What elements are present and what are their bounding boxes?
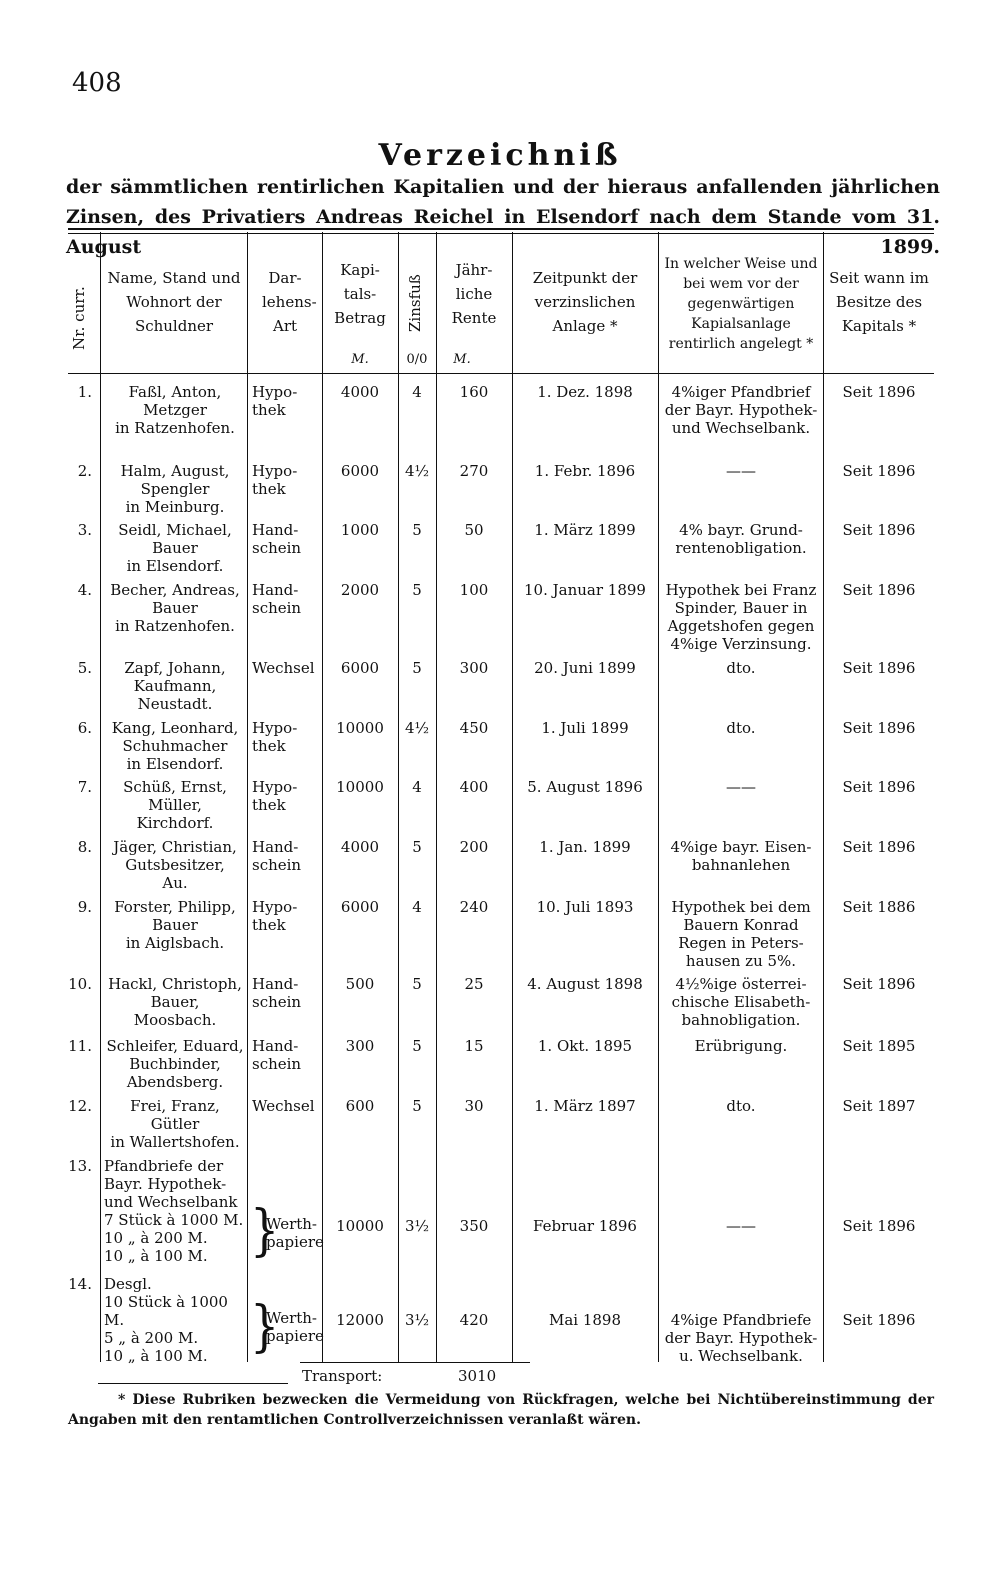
cell-nr: 7. xyxy=(77,778,92,796)
cell-betrag: 600 xyxy=(345,1097,375,1115)
cell-zins: 4½ xyxy=(404,462,430,480)
cell-zeit: 10. Januar 1899 xyxy=(524,581,646,599)
header-nr: Nr. curr. xyxy=(70,286,88,350)
cell-name: Pfandbriefe der Bayr. Hypothek- und Wechselbank 7 Stück à 1000 M. 10 „ à 200 M. 10 „ à 100 M. xyxy=(104,1157,244,1265)
footnote: * Diese Rubriken bezwecken die Vermeidung von Rückfragen, welche bei Nichtübereinstimmung der Angaben mit den rentamtlichen Controllverzeichnissen veranlaßt wären. xyxy=(68,1392,934,1428)
cell-name: Faßl, Anton, Metzger in Ratzenhofen. xyxy=(115,383,235,437)
cell-weise: 4%iger Pfandbrief der Bayr. Hypothek- und Wechselbank. xyxy=(664,383,818,437)
cell-art: Hypo- thek xyxy=(252,383,298,419)
cell-rente: 15 xyxy=(464,1037,484,1055)
cell-art: Wechsel xyxy=(252,659,315,677)
cell-name: Frei, Franz, Gütler in Wallertshofen. xyxy=(110,1097,240,1151)
header-weise: In welcher Weise und bei wem vor der gegenwärtigen Kapialsanlage rentirlich angelegt * xyxy=(664,256,818,352)
header-betrag: Kapi- tals- Betrag xyxy=(334,261,386,327)
cell-zins: 5 xyxy=(412,1037,422,1055)
cell-zeit: 1. Okt. 1895 xyxy=(537,1037,633,1055)
cell-zeit: 1. Febr. 1896 xyxy=(534,462,636,480)
header-seit: Seit wann im Besitze des Kapitals * xyxy=(829,269,929,335)
cell-art: Hand- schein xyxy=(252,581,302,617)
cell-name: Jäger, Christian, Gutsbesitzer, Au. xyxy=(113,838,237,892)
header-rente: Jähr- liche Rente xyxy=(451,261,497,327)
column-divider xyxy=(322,232,323,1362)
cell-zeit: 1. März 1899 xyxy=(534,521,636,539)
cell-weise: dto. xyxy=(726,1097,756,1115)
cell-name: Zapf, Johann, Kaufmann, Neustadt. xyxy=(124,659,226,713)
cell-betrag: 10000 xyxy=(336,1217,384,1235)
cell-zeit: 4. August 1898 xyxy=(527,975,643,993)
header-name: Name, Stand und Wohnort der Schuldner xyxy=(107,269,241,335)
column-divider xyxy=(658,232,659,1362)
document-title: Verzeichniß xyxy=(378,138,622,173)
cell-zeit: 10. Juli 1893 xyxy=(536,898,634,916)
cell-zins: 5 xyxy=(412,838,422,856)
cell-seit: Seit 1896 xyxy=(842,659,916,677)
cell-nr: 9. xyxy=(77,898,92,916)
cell-name: Seidl, Michael, Bauer in Elsendorf. xyxy=(118,521,232,575)
cell-art: Hand- schein xyxy=(252,1037,302,1073)
cell-name: Hackl, Christoph, Bauer, Moosbach. xyxy=(108,975,242,1029)
cell-zins: 4 xyxy=(412,383,422,401)
cell-weise: Hypothek bei Franz Spinder, Bauer in Aggetshofen gegen 4%ige Verzinsung. xyxy=(665,581,817,653)
cell-nr: 14. xyxy=(68,1275,92,1293)
column-divider xyxy=(512,232,513,1362)
cell-rente: 420 xyxy=(459,1311,489,1329)
cell-zeit: 5. August 1896 xyxy=(527,778,643,796)
cell-zeit: 1. März 1897 xyxy=(534,1097,636,1115)
header-art: Dar- lehens- Art xyxy=(262,269,317,335)
column-divider xyxy=(398,232,399,1362)
header-zinsfuss: Zinsfuß xyxy=(406,274,424,332)
cell-art: Hand- schein xyxy=(252,975,302,1011)
page-number: 408 xyxy=(72,68,122,98)
cell-rente: 350 xyxy=(459,1217,489,1235)
cell-seit: Seit 1897 xyxy=(842,1097,916,1115)
cell-art: Werth- papiere xyxy=(266,1215,324,1251)
transport-label: Transport: xyxy=(302,1367,383,1385)
cell-betrag: 2000 xyxy=(340,581,380,599)
cell-weise: dto. xyxy=(726,719,756,737)
document-subtitle: der sämmtlichen rentirlichen Kapitalien und der hieraus anfallenden jährlichen Zinsen, des Privatiers Andreas Reichel in Elsendorf nach dem Stande vom 31. August 1899. xyxy=(66,176,940,258)
cell-name: Desgl. 10 Stück à 1000 M. 5 „ à 200 M. 10 „ à 100 M. xyxy=(104,1275,228,1365)
cell-seit: Seit 1896 xyxy=(842,719,916,737)
cell-seit: Seit 1896 xyxy=(842,1311,916,1329)
cell-betrag: 6000 xyxy=(340,898,380,916)
cell-nr: 10. xyxy=(68,975,92,993)
cell-zins: 4 xyxy=(412,778,422,796)
cell-zins: 5 xyxy=(412,975,422,993)
cell-art: Werth- papiere xyxy=(266,1309,324,1345)
cell-rente: 25 xyxy=(464,975,484,993)
cell-art: Hypo- thek xyxy=(252,462,298,498)
cell-nr: 3. xyxy=(77,521,92,539)
cell-seit: Seit 1896 xyxy=(842,975,916,993)
cell-rente: 400 xyxy=(459,778,489,796)
cell-betrag: 4000 xyxy=(340,383,380,401)
cell-weise: 4%ige Pfandbriefe der Bayr. Hypothek- u. Wechselbank. xyxy=(664,1311,818,1365)
cell-betrag: 500 xyxy=(345,975,375,993)
cell-zins: 4 xyxy=(412,898,422,916)
cell-seit: Seit 1886 xyxy=(842,898,916,916)
cell-weise: —— xyxy=(726,778,756,796)
unit-betrag: M. xyxy=(351,352,369,367)
cell-weise: 4½%ige österrei- chische Elisabeth- bahnobligation. xyxy=(671,975,811,1029)
column-divider xyxy=(100,232,101,1362)
column-divider xyxy=(247,232,248,1362)
cell-weise: Erübrigung. xyxy=(694,1037,788,1055)
cell-seit: Seit 1896 xyxy=(842,838,916,856)
cell-weise: —— xyxy=(726,462,756,480)
cell-weise: Hypothek bei dem Bauern Konrad Regen in Peters- hausen zu 5%. xyxy=(671,898,811,970)
cell-betrag: 10000 xyxy=(336,719,384,737)
cell-betrag: 6000 xyxy=(340,462,380,480)
cell-weise: 4%ige bayr. Eisen- bahnanlehen xyxy=(670,838,812,874)
column-divider xyxy=(436,232,437,1362)
cell-zins: 5 xyxy=(412,1097,422,1115)
cell-zeit: 20. Juni 1899 xyxy=(534,659,636,677)
cell-zeit: 1. Jan. 1899 xyxy=(539,838,631,856)
cell-rente: 450 xyxy=(459,719,489,737)
cell-zins: 5 xyxy=(412,659,422,677)
grouping-brace: } xyxy=(250,1293,280,1359)
cell-nr: 11. xyxy=(68,1037,92,1055)
cell-betrag: 300 xyxy=(345,1037,375,1055)
unit-rente: M. xyxy=(453,352,471,367)
cell-weise: dto. xyxy=(726,659,756,677)
cell-art: Hypo- thek xyxy=(252,898,298,934)
cell-art: Hand- schein xyxy=(252,521,302,557)
transport-rule xyxy=(300,1362,530,1363)
cell-zins: 3½ xyxy=(404,1311,430,1329)
cell-zins: 4½ xyxy=(404,719,430,737)
cell-nr: 13. xyxy=(68,1157,92,1175)
cell-weise: —— xyxy=(726,1217,756,1235)
cell-seit: Seit 1895 xyxy=(842,1037,916,1055)
cell-betrag: 12000 xyxy=(336,1311,384,1329)
cell-name: Becher, Andreas, Bauer in Ratzenhofen. xyxy=(110,581,240,635)
cell-art: Wechsel xyxy=(252,1097,315,1115)
header-zeitpunkt: Zeitpunkt der verzinslichen Anlage * xyxy=(532,269,638,335)
transport-value: 3010 xyxy=(458,1367,497,1385)
cell-rente: 270 xyxy=(459,462,489,480)
header-double-rule xyxy=(68,228,934,234)
cell-zins: 5 xyxy=(412,521,422,539)
cell-rente: 50 xyxy=(464,521,484,539)
cell-zeit: 1. Dez. 1898 xyxy=(537,383,633,401)
cell-name: Forster, Philipp, Bauer in Aiglsbach. xyxy=(114,898,236,952)
cell-nr: 1. xyxy=(77,383,92,401)
cell-zeit: 1. Juli 1899 xyxy=(541,719,629,737)
cell-seit: Seit 1896 xyxy=(842,462,916,480)
cell-name: Kang, Leonhard, Schuhmacher in Elsendorf. xyxy=(111,719,239,773)
cell-rente: 160 xyxy=(459,383,489,401)
cell-zeit: Mai 1898 xyxy=(548,1311,622,1329)
grouping-brace: } xyxy=(250,1197,280,1263)
cell-rente: 240 xyxy=(459,898,489,916)
cell-betrag: 6000 xyxy=(340,659,380,677)
cell-nr: 2. xyxy=(77,462,92,480)
cell-seit: Seit 1896 xyxy=(842,778,916,796)
footnote-rule xyxy=(98,1383,288,1384)
cell-nr: 5. xyxy=(77,659,92,677)
cell-seit: Seit 1896 xyxy=(842,581,916,599)
cell-rente: 200 xyxy=(459,838,489,856)
unit-zinsfuss: 0/0 xyxy=(406,352,428,367)
cell-weise: 4% bayr. Grund- rentenobligation. xyxy=(675,521,807,557)
cell-betrag: 4000 xyxy=(340,838,380,856)
cell-betrag: 1000 xyxy=(340,521,380,539)
cell-nr: 6. xyxy=(77,719,92,737)
cell-name: Schüß, Ernst, Müller, Kirchdorf. xyxy=(123,778,227,832)
cell-nr: 4. xyxy=(77,581,92,599)
cell-seit: Seit 1896 xyxy=(842,1217,916,1235)
cell-art: Hypo- thek xyxy=(252,719,298,755)
cell-name: Schleifer, Eduard, Buchbinder, Abendsberg. xyxy=(106,1037,244,1091)
cell-nr: 8. xyxy=(77,838,92,856)
column-divider xyxy=(823,232,824,1362)
cell-name: Halm, August, Spengler in Meinburg. xyxy=(120,462,230,516)
cell-seit: Seit 1896 xyxy=(842,383,916,401)
cell-zins: 3½ xyxy=(404,1217,430,1235)
cell-art: Hand- schein xyxy=(252,838,302,874)
cell-rente: 30 xyxy=(464,1097,484,1115)
cell-betrag: 10000 xyxy=(336,778,384,796)
header-bottom-rule xyxy=(68,373,934,374)
cell-rente: 100 xyxy=(459,581,489,599)
cell-nr: 12. xyxy=(68,1097,92,1115)
cell-zins: 5 xyxy=(412,581,422,599)
cell-zeit: Februar 1896 xyxy=(533,1217,637,1235)
cell-rente: 300 xyxy=(459,659,489,677)
cell-seit: Seit 1896 xyxy=(842,521,916,539)
cell-art: Hypo- thek xyxy=(252,778,298,814)
